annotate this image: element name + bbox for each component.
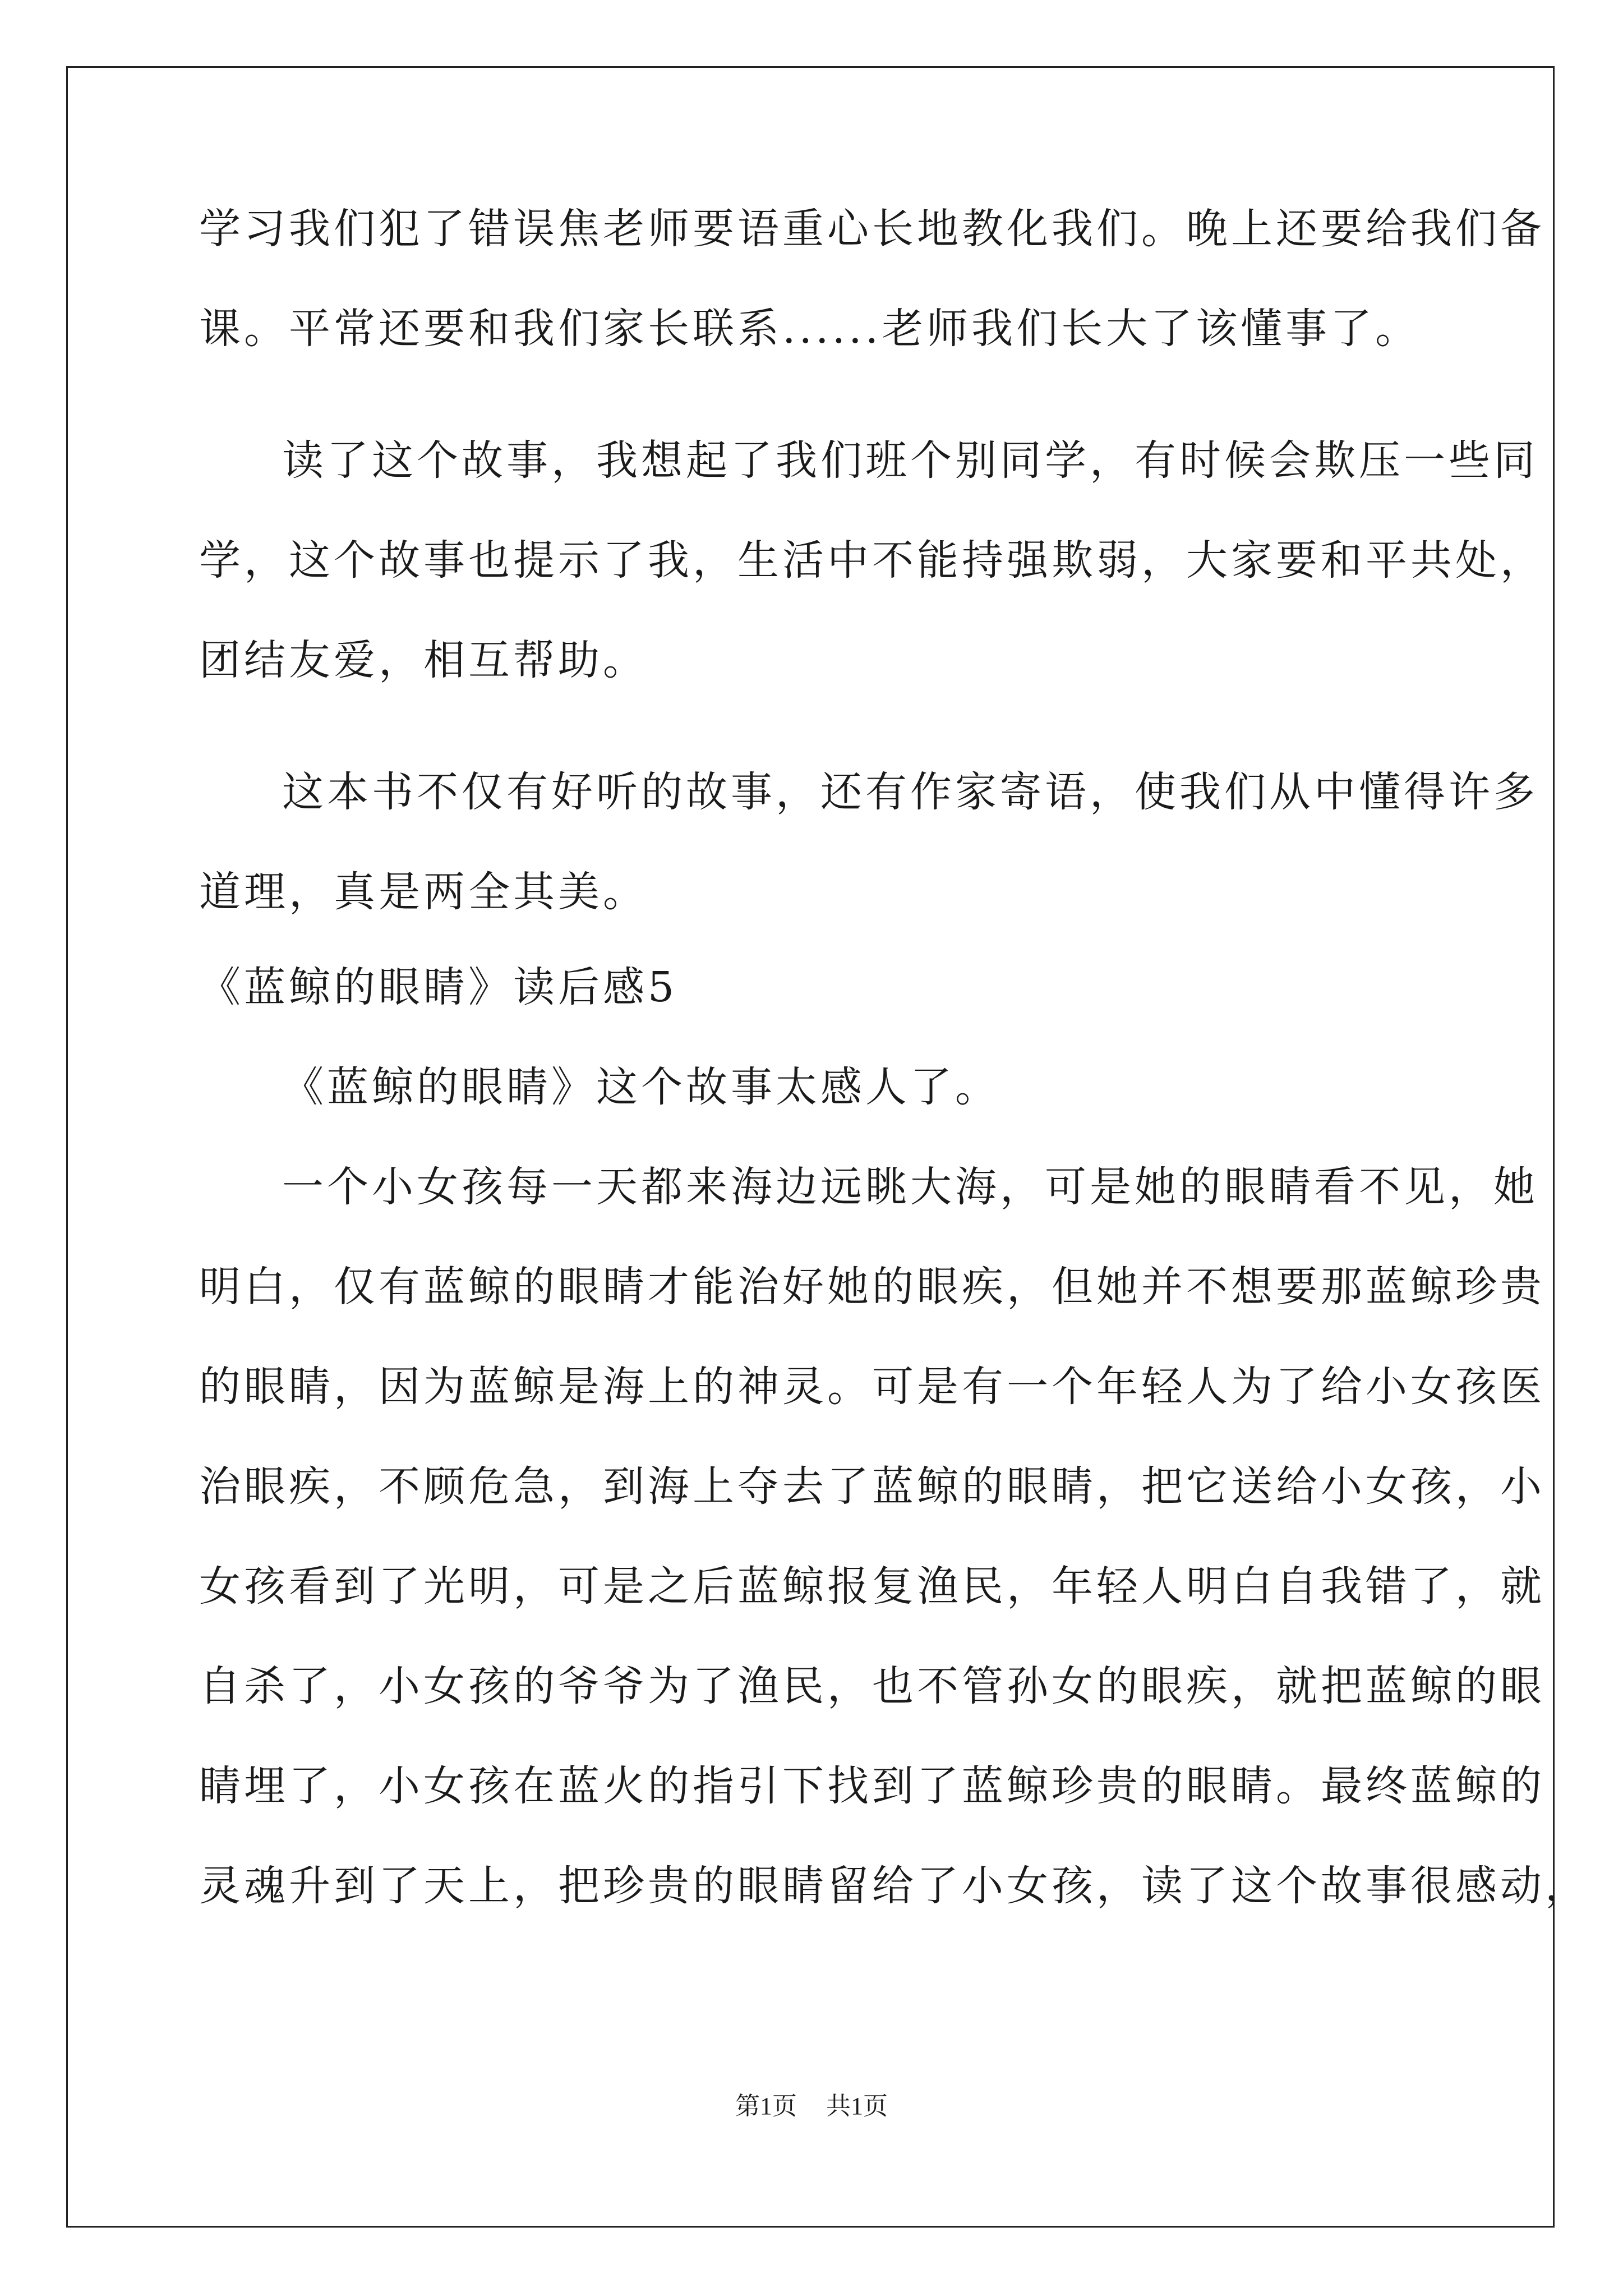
section-heading: 《蓝鲸的眼睛》读后感5 bbox=[199, 963, 678, 1011]
paragraph-line: 《蓝鲸的眼睛》这个故事太感人了。 bbox=[282, 1063, 1000, 1111]
paragraph-line: 学，这个故事也提示了我，生活中不能持强欺弱，大家要和平共处， bbox=[199, 536, 1545, 585]
paragraph-line: 读了这个故事，我想起了我们班个别同学，有时候会欺压一些同 bbox=[282, 436, 1538, 485]
page-number: 第1页 bbox=[735, 2092, 797, 2120]
paragraph-line: 睛埋了，小女孩在蓝火的指引下找到了蓝鲸珍贵的眼睛。最终蓝鲸的 bbox=[199, 1762, 1545, 1810]
paragraph-line: 明白，仅有蓝鲸的眼睛才能治好她的眼疾，但她并不想要那蓝鲸珍贵 bbox=[199, 1263, 1545, 1311]
paragraph-line: 学习我们犯了错误焦老师要语重心长地教化我们。晚上还要给我们备 bbox=[199, 205, 1545, 253]
paragraph-line: 的眼睛，因为蓝鲸是海上的神灵。可是有一个年轻人为了给小女孩医 bbox=[199, 1363, 1545, 1411]
page-total: 共1页 bbox=[826, 2092, 888, 2120]
paragraph-line: 课。平常还要和我们家长联系......老师我们长大了该懂事了。 bbox=[199, 305, 1421, 353]
page-footer bbox=[0, 2086, 1623, 2122]
paragraph-line: 这本书不仅有好听的故事，还有作家寄语，使我们从中懂得许多 bbox=[282, 768, 1538, 816]
paragraph-line: 一个小女孩每一天都来海边远眺大海，可是她的眼睛看不见，她 bbox=[282, 1163, 1538, 1211]
paragraph-line: 团结友爱，相互帮助。 bbox=[199, 636, 648, 684]
paragraph-line: 道理，真是两全其美。 bbox=[199, 868, 648, 916]
paragraph-line: 灵魂升到了天上，把珍贵的眼睛留给了小女孩，读了这个故事很感动， bbox=[199, 1862, 1590, 1910]
paragraph-line: 治眼疾，不顾危急，到海上夺去了蓝鲸的眼睛，把它送给小女孩，小 bbox=[199, 1462, 1545, 1511]
paragraph-line: 女孩看到了光明，可是之后蓝鲸报复渔民，年轻人明白自我错了，就 bbox=[199, 1562, 1545, 1611]
paragraph-line: 自杀了，小女孩的爷爷为了渔民，也不管孙女的眼疾，就把蓝鲸的眼 bbox=[199, 1662, 1545, 1710]
